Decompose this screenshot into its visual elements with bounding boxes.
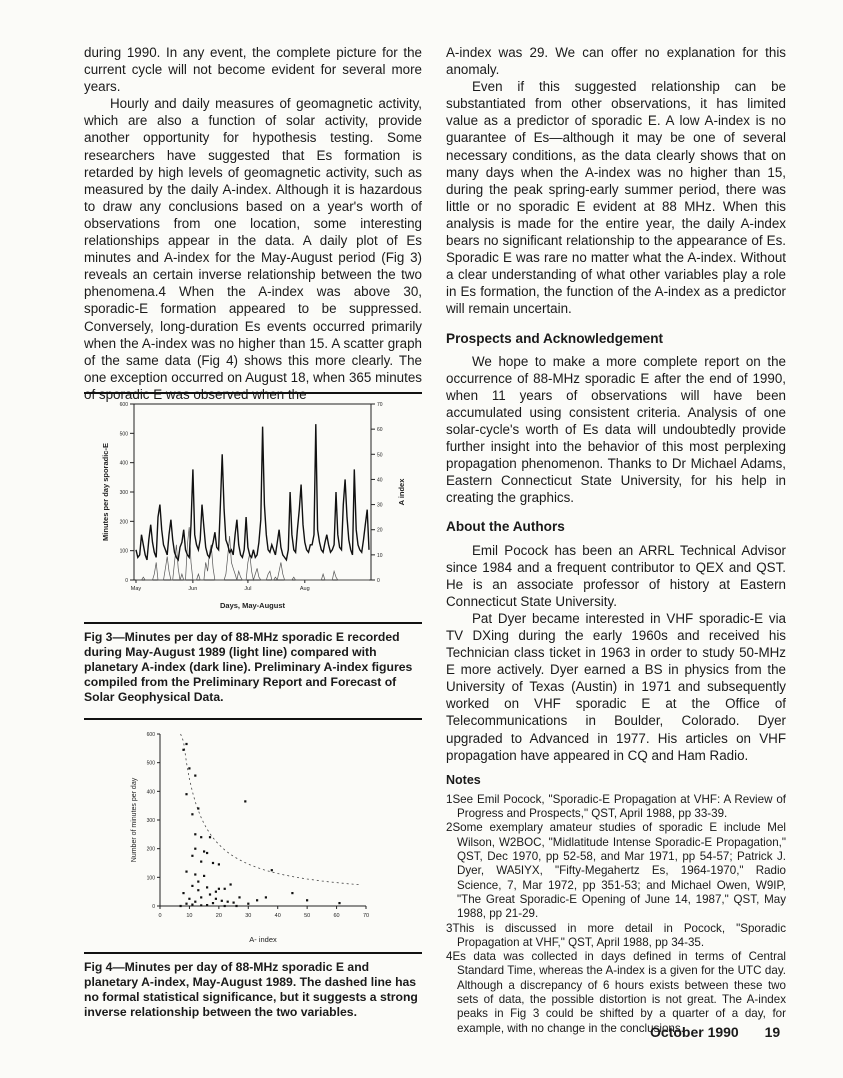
fig4-point <box>209 836 211 838</box>
fig4-point <box>206 904 208 906</box>
fig4-point <box>191 904 193 906</box>
figure3-top-rule <box>84 392 422 394</box>
right-paragraph-5: Pat Dyer became interested in VHF sporadic-E via TV DXing during the early 1960s and received his Technician class ticket in 1963 in order to study 50-MHz E more actively. Dyer earned a BS in physics from the University of Texas (Austin) in 1971 and subsequently worked on VHF sporadic E at the Office of Telecommunications in Boulder, Colorado. Dyer upgraded to Advanced in 1977. His articles on VHF propagation have appeared in CQ and Ham Radio. <box>446 610 786 763</box>
fig4-x-tick-label: 30 <box>245 913 252 919</box>
fig3-x-tick-label: Jun <box>188 586 198 592</box>
fig4-point <box>191 855 193 857</box>
fig4-point <box>291 892 293 894</box>
issue-date: October 1990 <box>650 1024 739 1040</box>
fig4-point <box>215 898 217 900</box>
fig3-right-tick-label: 60 <box>377 427 383 434</box>
fig4-point <box>212 862 214 864</box>
fig4-point <box>244 800 246 802</box>
note-4: 4Es data was collected in days defined in terms of Central Standard Time, whereas the A-index is a given for the UTC day. Although a discrepancy of 6 hours exists between these two sets of data, the possible distortion is not great. The A-index peaks in Fig 3 could be shifted by a quarter of a day, for example, with no change in the conclusions. <box>446 950 786 1035</box>
heading-prospects: Prospects and Acknowledgement <box>446 330 664 346</box>
fig4-trend-curve <box>181 734 361 885</box>
fig4-point <box>185 743 187 745</box>
fig3-x-tick-label: May <box>130 586 142 592</box>
fig4-point <box>218 863 220 865</box>
note-1: 1See Emil Pocock, "Sporadic-E Propagation at VHF: A Review of Progress and Prospects," QST, April 1988, pp 33-39. <box>446 792 786 821</box>
fig4-point <box>265 896 267 898</box>
right-paragraph-1: A-index was 29. We can offer no explanation for this anomaly. <box>446 45 786 78</box>
note-2: 2Some exemplary amateur studies of sporadic E include Mel Wilson, W2BOC, "Midlatitude Intense Sporadic-E Propagation," QST, Dec 1970, pp 52-58, and Mar 1971, pp 54-57; Patrick J. Dyer, WA5IYX, "Fifty-Megahertz Es, 1964-1970," Radio Science, 7, Mar 1972, pp 351-53; and Michael Owen, W9IP, "The Great Sporadic-E Opening of June 14, 1987," QST, May 1988, pp 21-29. <box>446 821 786 921</box>
fig4-point <box>182 892 184 894</box>
fig4-x-tick-label: 70 <box>362 913 370 919</box>
fig4-point <box>185 793 187 795</box>
fig4-point <box>191 813 193 815</box>
fig4-point <box>209 893 211 895</box>
fig4-point <box>235 905 237 907</box>
fig4-point <box>271 869 273 871</box>
fig3-y-axis-label: Minutes per day sporadic-E <box>101 443 110 541</box>
left-paragraph-2: Hourly and daily measures of geomagnetic activity, which are also a function of solar activity, provide another opportunity for hypothesis testing. Some researchers have suggested that Es formation is retarded by high levels of geomagnetic activity, such as measured by the daily A-index. Although it is hazardous to draw any conclusions based on a year's worth of observations from one location, some interesting relationships appear in the data. A daily plot of Es minutes and A-index for the May-August period (Fig 3) reveals an certain inverse relationship between the two phenomena.4 When the A-index was above 30, sporadic-E formation appeared to be suppressed. Conversely, long-duration Es events occurred primarily when the A-index was no higher than 15. A scatter graph of the same data (Fig 4) shows this more clearly. The one exception occurred on August 18, when 365 minutes of sporadic E was observed when the <box>84 96 422 402</box>
fig4-point <box>206 886 208 888</box>
fig3-left-tick-label: 400 <box>119 460 128 467</box>
fig4-point <box>338 902 340 904</box>
fig4-point <box>194 848 196 850</box>
fig3-right-tick-label: 30 <box>377 502 383 509</box>
fig4-y-tick-label: 600 <box>146 732 155 738</box>
fig3-right-tick-label: 10 <box>377 552 383 559</box>
fig4-y-tick-label: 400 <box>146 789 155 796</box>
left-column <box>84 44 422 403</box>
fig4-point <box>203 850 205 852</box>
fig4-point <box>180 905 182 907</box>
fig4-y-axis-label: Number of minutes per day <box>131 777 138 863</box>
fig3-left-tick-label: 100 <box>119 548 128 555</box>
fig4-point <box>194 833 196 835</box>
figure4-chart <box>84 722 422 950</box>
figure4-caption: Fig 4—Minutes per day of 88-MHz sporadic E and planetary A-index, May-August 1989. The dashed line has no formal statistical significance, but it suggests a strong inverse relationship between the two variables. <box>84 960 418 1019</box>
fig4-point <box>197 881 199 883</box>
fig4-point <box>215 891 217 893</box>
fig3-right-tick-label: 20 <box>377 527 383 534</box>
fig3-left-tick-label: 0 <box>125 578 128 584</box>
fig4-point <box>200 861 202 863</box>
fig4-x-tick-label: 0 <box>158 913 162 919</box>
fig4-point <box>194 901 196 903</box>
right-paragraph-3: We hope to make a more complete report on the occurrence of 88-MHz sporadic E after the end of 1990, when 11 years of observations will have been accumulated using consistent criteria. Analysis of one solar-cycle's worth of Es data will undoubtedly provide further insight into the behavior of this most perplexing propagation phenomenon. Thanks to Dr Michael Adams, Eastern Connecticut State University, for his help in creating the graphics. <box>446 353 786 506</box>
note-3: 3This is discussed in more detail in Pocock, "Sporadic Propagation at VHF," QST, April 1988, pp 34-35. <box>446 921 786 949</box>
right-paragraph-2: Even if this suggested relationship can be substantiated from other observations, it has limited value as a predictor of sporadic E. A low A-index is no guarantee of Es—although it may be one of several necessary conditions, as the data clearly shows that on many days when the A-index was no higher than 15, during the peak spring-early summer period, there was little or no sporadic E evident at 88 MHz. When this analysis is made for the entire year, the daily A-index bears no significant relationship to the appearance of Es. Sporadic E was rare no matter what the A-index. Without a clear understanding of what other variables play a role in Es formation, the function of the A-index as a predictor will remain uncertain. <box>446 79 786 317</box>
left-paragraph-1: during 1990. In any event, the complete picture for the current cycle will not become evident for several more years. <box>84 45 422 95</box>
fig4-point <box>233 902 235 904</box>
fig4-x-axis-label: A- index <box>249 935 277 944</box>
fig3-left-tick-label: 600 <box>119 402 128 408</box>
fig4-y-tick-label: 100 <box>146 875 155 882</box>
fig4-point <box>197 889 199 891</box>
fig3-x-axis-label: Days, May-August <box>219 601 286 610</box>
fig4-point <box>200 904 202 906</box>
notes-heading: Notes <box>446 772 481 787</box>
fig4-point <box>188 767 190 769</box>
fig3-right-tick-label: 70 <box>377 402 383 408</box>
fig4-y-tick-label: 0 <box>152 904 155 910</box>
fig4-point <box>185 871 187 873</box>
fig3-x-tick-label: Aug <box>299 586 310 592</box>
fig4-point <box>306 899 308 901</box>
fig3-left-tick-label: 500 <box>119 431 128 438</box>
fig4-point <box>230 883 232 885</box>
fig3-right-tick-label: 0 <box>377 578 380 584</box>
right-paragraph-4: Emil Pocock has been an ARRL Technical Advisor since 1984 and a frequent contributor to QEX and QST. He is an associate professor of history at Eastern Connecticut State University. <box>446 542 786 609</box>
figure4-top-rule <box>84 718 422 720</box>
fig4-x-tick-label: 20 <box>215 913 222 919</box>
fig4-y-tick-label: 300 <box>146 818 155 824</box>
fig4-point <box>200 896 202 898</box>
fig3-left-tick-label: 200 <box>119 519 128 526</box>
fig4-y-tick-label: 500 <box>146 760 155 767</box>
fig4-point <box>221 900 223 902</box>
figure3-chart <box>84 396 422 618</box>
page-number: 19 <box>764 1024 781 1040</box>
fig4-point <box>212 902 214 904</box>
fig4-point <box>247 903 249 905</box>
fig4-point <box>238 896 240 898</box>
fig4-point <box>194 873 196 875</box>
right-column <box>446 44 786 1036</box>
fig3-right-tick-label: 50 <box>377 452 383 459</box>
fig4-point <box>194 775 196 777</box>
notes-section <box>446 772 786 1036</box>
fig3-series-a-index <box>136 424 369 560</box>
fig4-x-tick-label: 60 <box>333 913 340 919</box>
fig4-point <box>191 885 193 887</box>
fig3-right-tick-label: 40 <box>377 477 383 484</box>
fig4-point <box>200 836 202 838</box>
fig3-y2-axis-label: A index <box>397 478 406 506</box>
fig4-x-tick-label: 50 <box>304 913 311 919</box>
fig4-point <box>227 901 229 903</box>
fig4-point <box>224 905 226 907</box>
fig4-point <box>197 807 199 809</box>
figure3-bottom-rule <box>84 622 422 624</box>
fig4-point <box>188 898 190 900</box>
fig4-point <box>224 888 226 890</box>
fig4-point <box>218 888 220 890</box>
fig4-point <box>182 749 184 751</box>
fig4-point <box>185 903 187 905</box>
page-footer <box>650 1024 780 1040</box>
fig4-x-tick-label: 40 <box>274 913 281 919</box>
figure3-caption: Fig 3—Minutes per day of 88-MHz sporadic E recorded during May-August 1989 (light line) compared with planetary A-index (dark line). Preliminary A-index figures compiled from the Preliminary Report and Forecast of Solar Geophysical Data. <box>84 630 413 704</box>
fig4-point <box>206 852 208 854</box>
fig4-point <box>256 899 258 901</box>
fig4-point <box>203 875 205 877</box>
figure4-bottom-rule <box>84 952 422 954</box>
fig4-y-tick-label: 200 <box>146 846 155 853</box>
fig3-x-tick-label: Jul <box>244 586 252 592</box>
fig4-x-tick-label: 10 <box>186 913 193 919</box>
heading-authors: About the Authors <box>446 519 565 535</box>
fig3-left-tick-label: 300 <box>119 490 128 496</box>
